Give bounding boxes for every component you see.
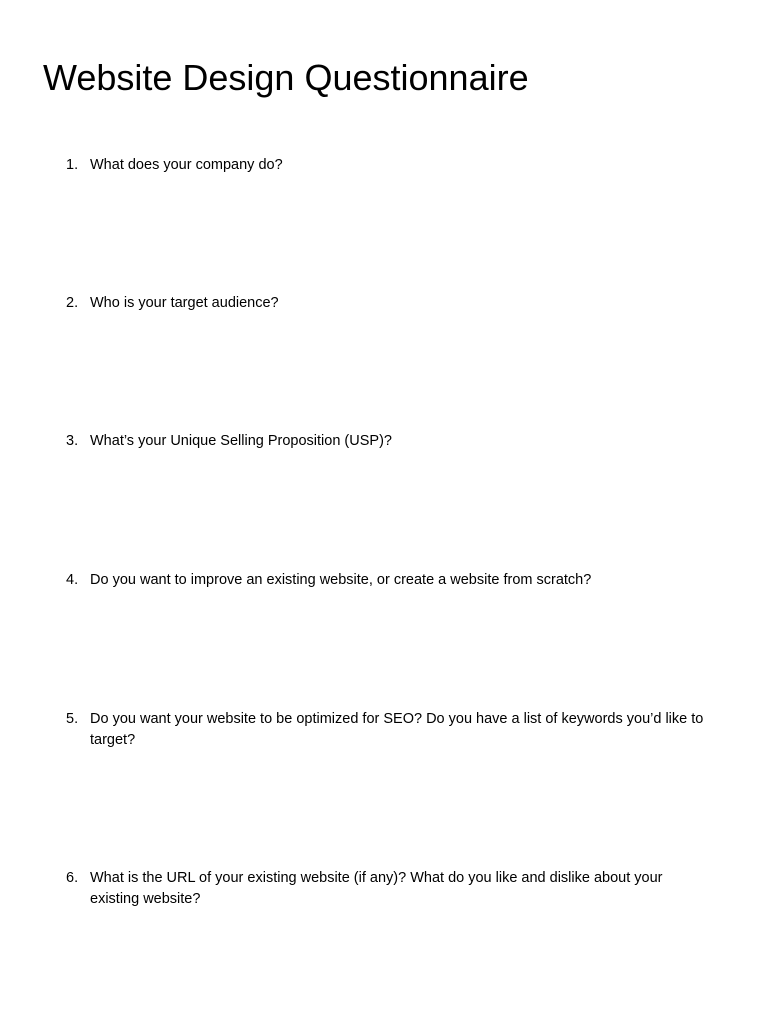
document-title: Website Design Questionnaire [43, 57, 529, 98]
question-number: 1. [66, 157, 79, 173]
question-number: 3. [66, 433, 79, 449]
question-number: 6. [66, 870, 79, 886]
question-text: What’s your Unique Selling Proposition (USP)? [90, 433, 392, 449]
question-text: Do you want your website to be optimized for SEO? Do you have a list of keywords you’d like to target? [90, 711, 704, 748]
question-number: 5. [66, 711, 79, 727]
question-number: 2. [66, 295, 79, 311]
question-text: Who is your target audience? [90, 295, 279, 311]
question-text: What is the URL of your existing website (if any)? What do you like and dislike about your existing website? [90, 870, 663, 907]
question-text: Do you want to improve an existing website, or create a website from scratch? [90, 572, 592, 588]
question-number: 4. [66, 572, 79, 588]
question-text: What does your company do? [90, 157, 283, 173]
